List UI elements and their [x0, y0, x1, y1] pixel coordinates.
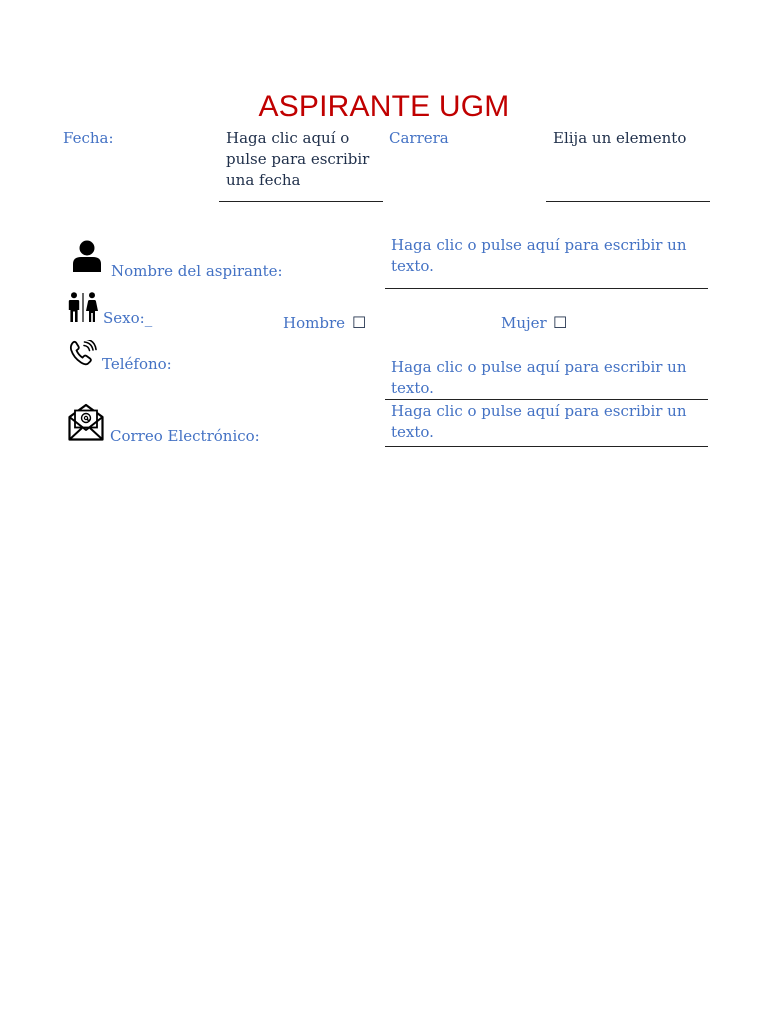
fecha-date-picker[interactable]: Haga clic aquí o pulse para escribir una fecha [226, 129, 370, 189]
telefono-input[interactable]: Haga clic o pulse aquí para escribir un texto. [391, 358, 687, 397]
correo-input[interactable]: Haga clic o pulse aquí para escribir un texto. [391, 402, 687, 441]
nombre-label: Nombre del aspirante: [111, 262, 283, 280]
phone-icon [69, 340, 97, 366]
sexo-label: Sexo:_ [103, 309, 153, 327]
page-title: ASPIRANTE UGM [258, 90, 510, 123]
telefono-underline [385, 399, 708, 400]
hombre-checkbox[interactable]: ☐ [352, 313, 367, 332]
carrera-dropdown[interactable]: Elija un elemento [553, 129, 687, 147]
envelope-at-icon [67, 402, 105, 442]
hombre-option-label: Hombre [283, 314, 345, 332]
carrera-underline [546, 201, 710, 202]
telefono-label: Teléfono: [102, 355, 172, 373]
restroom-icon [67, 292, 99, 322]
mujer-checkbox[interactable]: ☐ [553, 313, 568, 332]
nombre-underline [385, 288, 708, 289]
fecha-underline [219, 201, 383, 202]
correo-label: Correo Electrónico: [110, 427, 260, 445]
person-icon [71, 239, 103, 272]
correo-underline [385, 446, 708, 447]
mujer-option-label: Mujer [501, 314, 547, 332]
nombre-input[interactable]: Haga clic o pulse aquí para escribir un texto. [391, 236, 687, 275]
carrera-label: Carrera [389, 129, 449, 147]
fecha-label: Fecha: [63, 129, 114, 147]
